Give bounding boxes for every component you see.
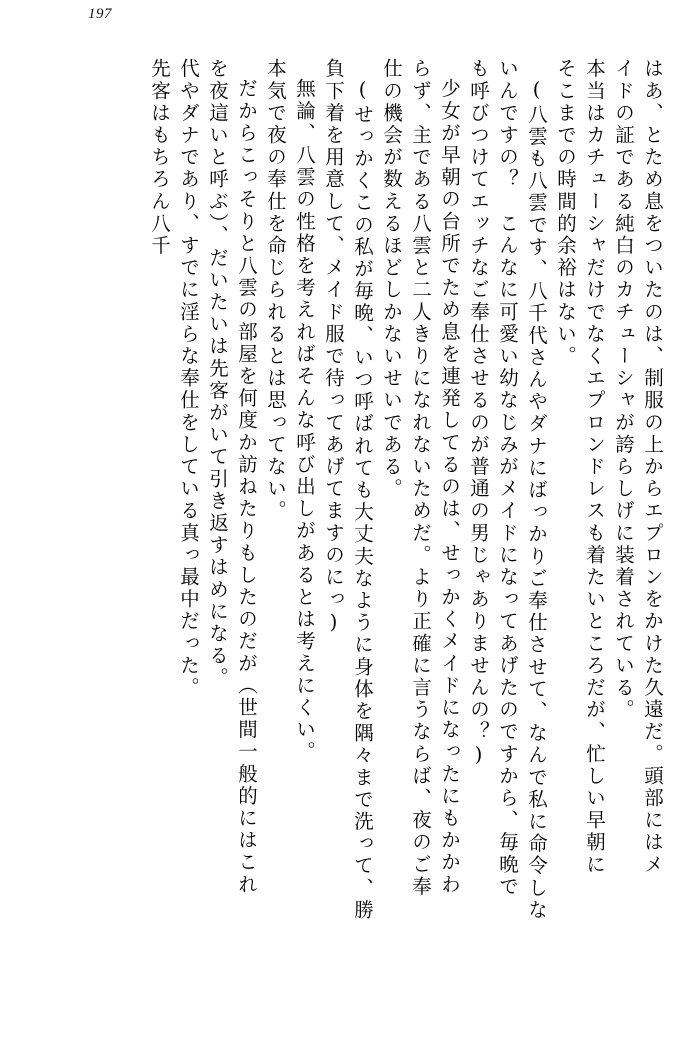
vertical-text-body: [40, 58, 662, 1023]
text-line: だからこっそりと八雲の部屋を何度か訪ねたりもしたのだが（世間一般的にはこれ: [235, 78, 258, 896]
text-line: イドの証である純白のカチューシャが誇らしげに装着されている。: [612, 58, 635, 721]
text-line: そこまでの時間的余裕はない。: [554, 58, 577, 368]
text-line: を夜這いと呼ぶ）、だいたいは先客がいて引き返すはめになる。: [206, 58, 229, 690]
text-line: (八雲も八雲です、八千代さんやダナにばっかりご奉仕させて、なんで私に命令しな: [525, 78, 548, 922]
text-line: (せっかくこの私が毎晩、いつ呼ばれても大丈夫なように身体を隅々まで洗って、勝: [351, 78, 374, 922]
text-line: はあ、とため息をついたのは、制服の上からエプロンをかけた久遠だ。頭部にはメ: [641, 58, 664, 876]
text-line: 先客はもちろん八千: [148, 58, 171, 257]
text-line: らず、主である八雲と二人きりになれないためだ。より正確に言うならば、夜のご奉: [409, 58, 432, 898]
text-line: 本当はカチューシャだけでなくエプロンドレスも着たいところだが、忙しい早朝に: [583, 58, 606, 876]
text-line: いんですの？ こんなに可愛い幼なじみがメイドになってあげたのですから、毎晩で: [496, 58, 519, 898]
text-line: 仕の機会が数えるほどしかないせいである。: [380, 58, 403, 500]
text-line: 本気で夜の奉仕を命じられるとは思ってない。: [264, 58, 287, 523]
text-line: も呼びつけてエッチなご奉仕させるのが普通の男じゃありませんの？): [467, 58, 490, 769]
text-line: 無論、八雲の性格を考えればそんな呼び出しがあるとは考えにくい。: [293, 78, 316, 764]
text-line: 負下着を用意して、メイド服で待ってあげてますのにっ): [322, 58, 345, 637]
text-line: 代やダナであり、すでに淫らな奉仕をしている真っ最中だった。: [177, 58, 200, 699]
page-number: 197: [88, 6, 112, 22]
text-line: 少女が早朝の台所でため息を連発してるのは、せっかくメイドになったにもかかわ: [438, 78, 461, 896]
